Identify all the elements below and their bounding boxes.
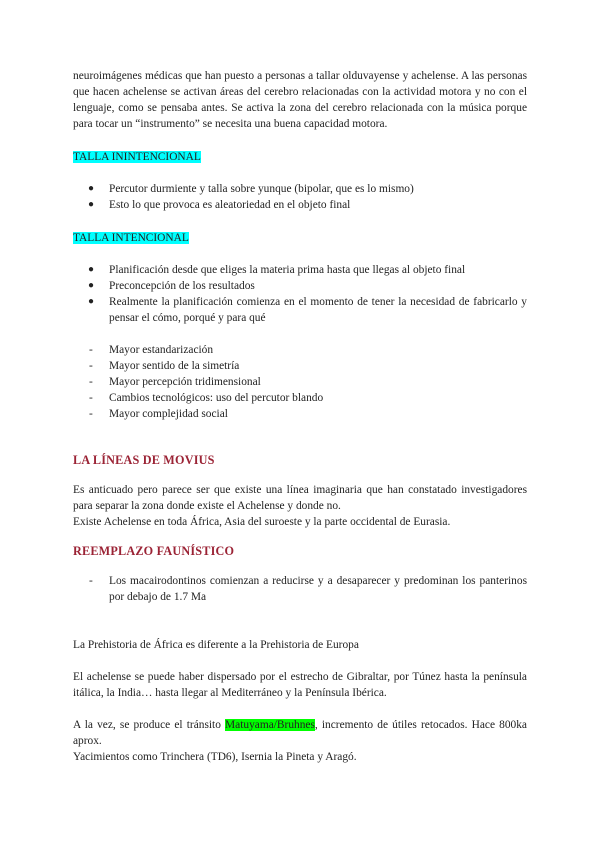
talla-intencional-heading-text: TALLA INTENCIONAL xyxy=(73,232,189,244)
list-item: ● Percutor durmiente y talla sobre yunque (bipolar, que es lo mismo) xyxy=(88,183,414,195)
dash-marker: - xyxy=(89,575,93,587)
movius-heading: LA LÍNEAS DE MOVIUS xyxy=(73,453,215,467)
talla-inintencional-heading xyxy=(73,149,527,165)
list-item: - Mayor complejidad social xyxy=(89,408,228,420)
africa-paragraph-2: El achelense se puede haber dispersado por el estrecho de Gibraltar, por Túnez hasta la península itálica, la India… hasta llegar al Mediterráneo y la Península Ibérica. xyxy=(73,671,527,699)
movius-paragraph-1: Es anticuado pero parece ser que existe una línea imaginaria que han constatado investigadores para separar la zona donde existe el Achelense y donde no. xyxy=(73,484,527,512)
list-item: - Los macairodontinos comienzan a reducirse y a desaparecer y predominan los panterinos por debajo de 1.7 Ma xyxy=(89,575,527,603)
bullet-marker: ● xyxy=(88,199,95,210)
dash-marker: - xyxy=(89,344,93,356)
africa-paragraph-1: La Prehistoria de África es diferente a la Prehistoria de Europa xyxy=(73,639,359,651)
list-item: - Mayor sentido de la simetría xyxy=(89,360,240,372)
bullet-marker: ● xyxy=(88,264,95,275)
dash-marker: - xyxy=(89,376,93,388)
document-page xyxy=(73,68,527,765)
dash-marker: - xyxy=(89,408,93,420)
movius-paragraph-2: Existe Achelense en toda África, Asia del suroeste y la parte occidental de Eurasia. xyxy=(73,516,451,528)
africa-paragraph-4: Yacimientos como Trinchera (TD6), Isernia la Pineta y Aragó. xyxy=(73,751,357,763)
list-item: ● Planificación desde que eliges la materia prima hasta que llegas al objeto final xyxy=(88,264,466,276)
list-item: ● Realmente la planificación comienza en el momento de tener la necesidad de fabricarlo y pensar el cómo, porqué y para qué xyxy=(88,296,527,324)
reemplazo-heading: REEMPLAZO FAUNÍSTICO xyxy=(73,544,235,558)
dash-marker: - xyxy=(89,392,93,404)
bullet-marker: ● xyxy=(88,296,95,307)
matuyama-bruhnes-highlight: Matuyama/Bruhnes xyxy=(225,719,315,731)
bullet-marker: ● xyxy=(88,183,95,194)
bullet-marker: ● xyxy=(88,280,95,291)
africa-paragraph-3: A la vez, se produce el tránsito Matuyama/Bruhnes, incremento de útiles retocados. Hace 800ka aprox. xyxy=(73,719,527,747)
list-item: ● Esto lo que provoca es aleatoriedad en el objeto final xyxy=(88,199,351,211)
intro-paragraph: neuroimágenes médicas que han puesto a personas a tallar olduvayense y achelense. A las personas que hacen achelense se activan áreas del cerebro relacionadas con la actividad motora y no con el lenguaje, como se pensaba antes. Se activa la zona del cerebro relacionada con la música porque para tocar un “instrumento” se necesita una buena capacidad motora. xyxy=(73,70,527,130)
reemplazo-dash-list xyxy=(73,573,527,605)
talla-intencional-list xyxy=(73,262,527,326)
list-item: - Mayor percepción tridimensional xyxy=(89,376,261,388)
talla-inintencional-list xyxy=(73,181,527,213)
talla-intencional-dash-list xyxy=(73,342,527,422)
list-item: ● Preconcepción de los resultados xyxy=(88,280,255,292)
list-item: - Mayor estandarización xyxy=(89,344,214,356)
talla-inintencional-heading-text: TALLA ININTENCIONAL xyxy=(73,151,201,163)
dash-marker: - xyxy=(89,360,93,372)
talla-intencional-heading xyxy=(73,230,527,246)
list-item: - Cambios tecnológicos: uso del percutor blando xyxy=(89,392,324,404)
